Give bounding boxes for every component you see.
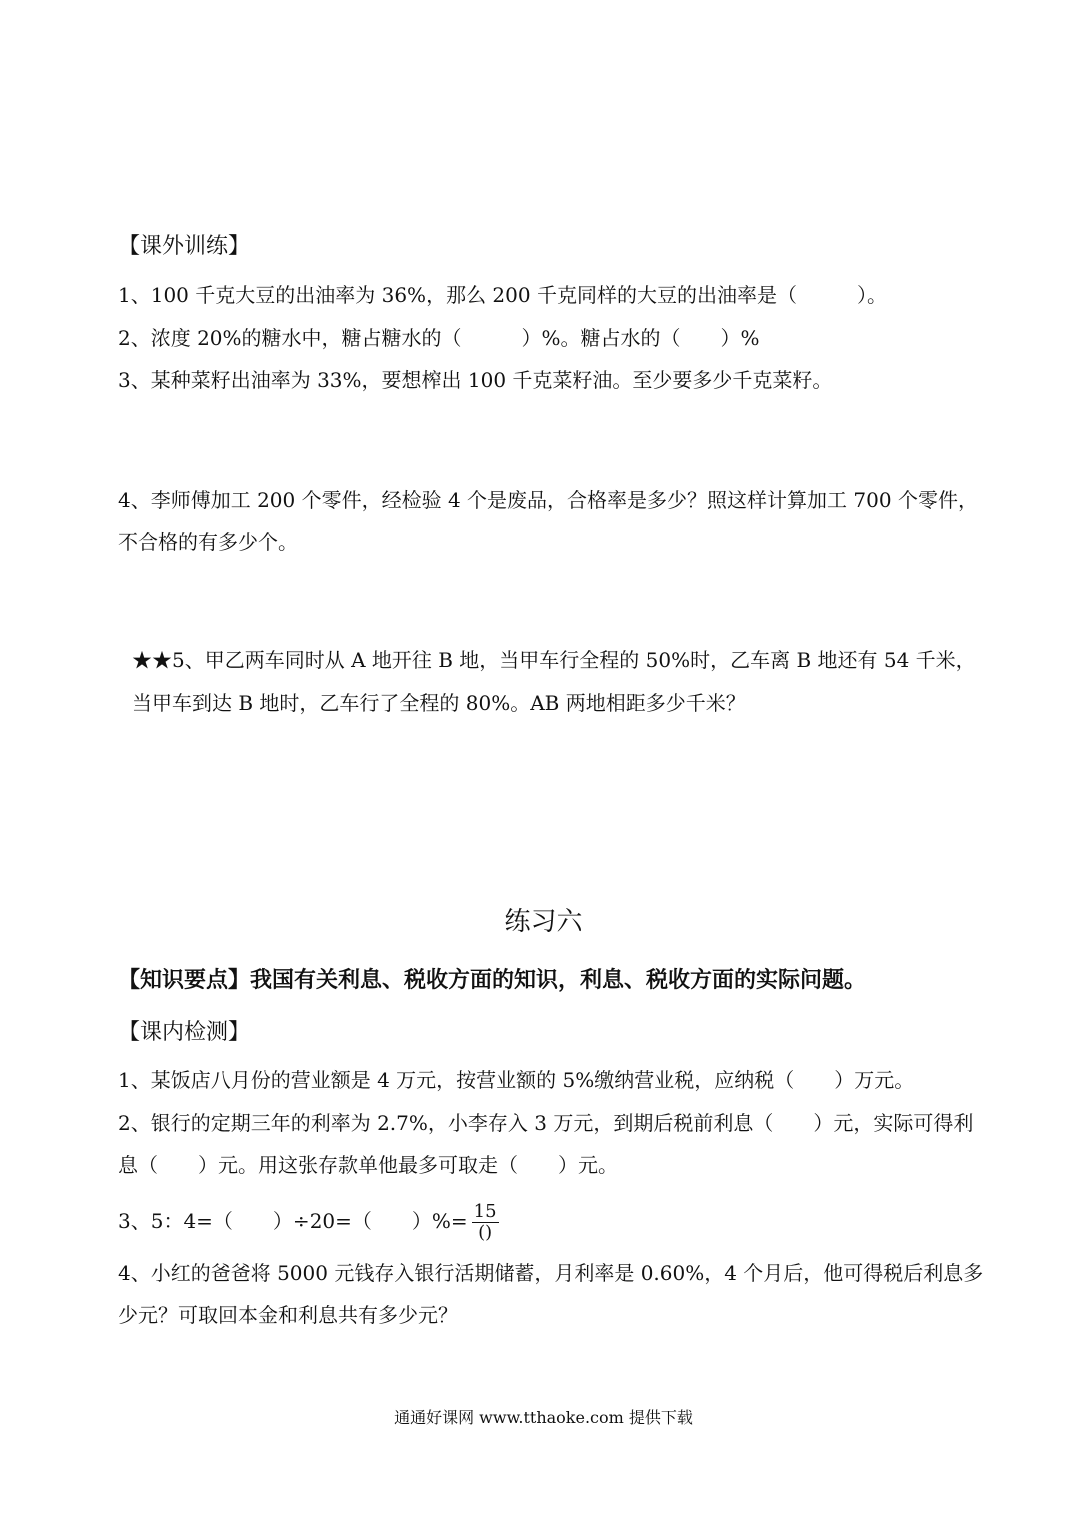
extra-training-heading: 【课外训练】 — [118, 234, 251, 259]
in-class-check-heading: 【课内检测】 — [118, 1020, 251, 1045]
question-4-line-2: 不合格的有多少个。 — [118, 530, 298, 554]
check-question-3-text: 3、5：4=（ ）÷20=（ ）%= — [118, 1209, 468, 1233]
check-question-2-line-2: 息（ ）元。用这张存款单他最多可取走（ ）元。 — [118, 1153, 618, 1177]
question-4-line-1: 4、李师傅加工 200 个零件，经检验 4 个是废品，合格率是多少？照这样计算加工 700 个零件， — [118, 488, 978, 512]
knowledge-text: 我国有关利息、税收方面的知识，利息、税收方面的实际问题。 — [250, 968, 867, 993]
fraction-numerator: 15 — [473, 1201, 497, 1222]
check-question-2-line-1: 2、银行的定期三年的利率为 2.7%，小李存入 3 万元，到期后税前利息（ ）元，实际可得利 — [118, 1111, 974, 1135]
question-2: 2、浓度 20%的糖水中，糖占糖水的（ ）%。糖占水的（ ）% — [118, 326, 760, 350]
question-5-line-1: ★★5、甲乙两车同时从 A 地开往 B 地，当甲车行全程的 50%时，乙车离 B 地还有 54 千米， — [132, 648, 976, 672]
question-5-line-2: 当甲车到达 B 地时，乙车行了全程的 80%。AB 两地相距多少千米？ — [132, 691, 746, 715]
fraction-denominator: () — [478, 1222, 493, 1243]
knowledge-points — [118, 966, 866, 996]
question-3: 3、某种菜籽出油率为 33%，要想榨出 100 千克菜籽油。至少要多少千克菜籽。 — [118, 368, 833, 392]
check-question-4-line-2: 少元？可取回本金和利息共有多少元？ — [118, 1303, 458, 1327]
knowledge-label: 【知识要点】 — [118, 968, 251, 993]
question-1: 1、100 千克大豆的出油率为 36%，那么 200 千克同样的大豆的出油率是（ ）。 — [118, 283, 887, 307]
footer: 通通好课网 www.tthaoke.com 提供下载 — [394, 1408, 693, 1427]
fraction — [472, 1202, 499, 1243]
check-question-4-line-1: 4、小红的爸爸将 5000 元钱存入银行活期储蓄，月利率是 0.60%，4 个月后，他可得税后利息多 — [118, 1261, 984, 1285]
check-question-1: 1、某饭店八月份的营业额是 4 万元，按营业额的 5%缴纳营业税，应纳税（ ）万元。 — [118, 1068, 915, 1092]
check-question-3 — [118, 1202, 499, 1243]
exercise-title: 练习六 — [504, 907, 583, 937]
